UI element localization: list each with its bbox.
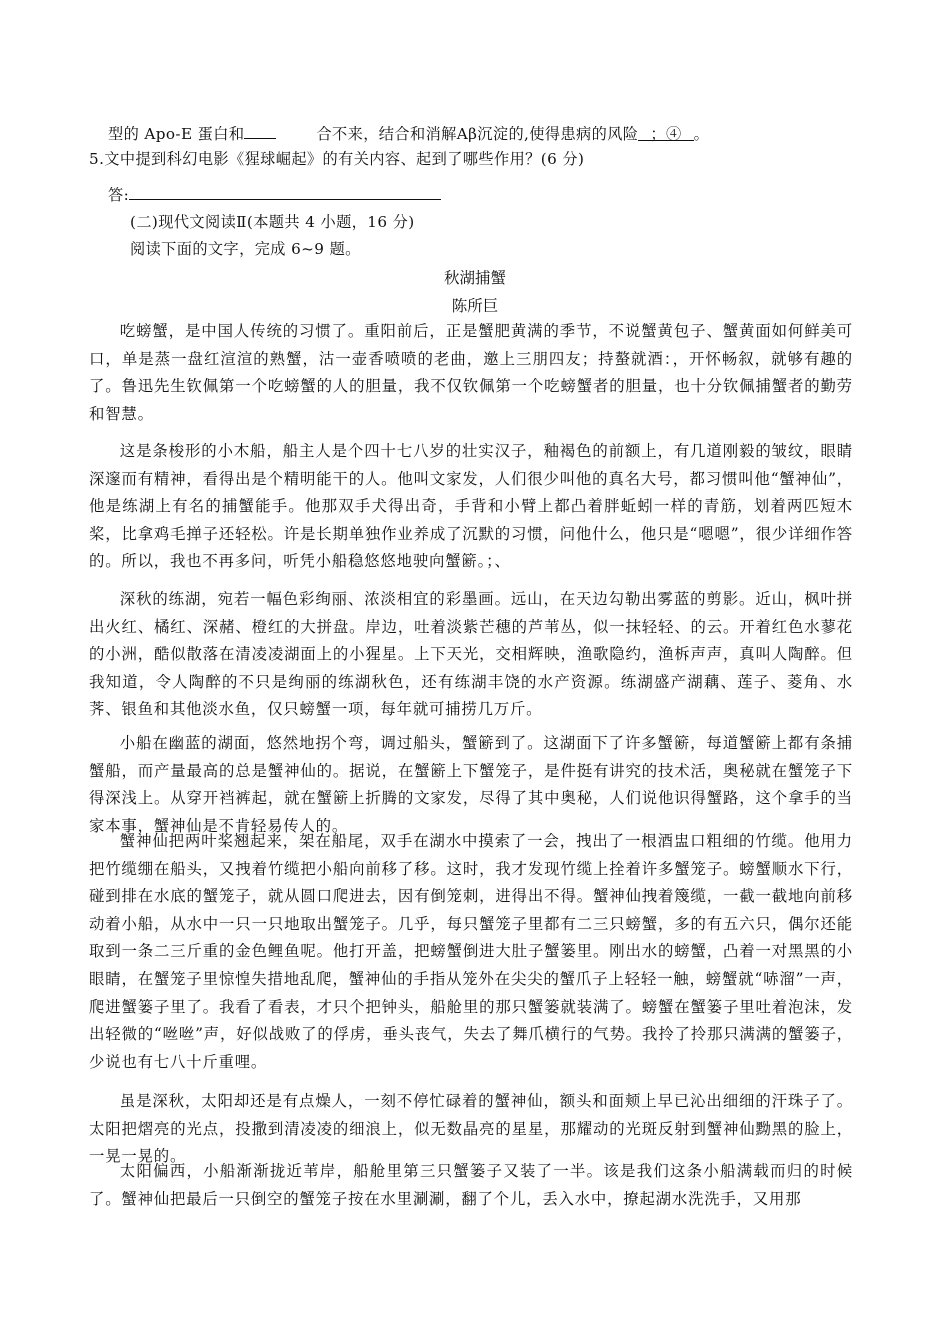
q4-blank-4-text: ；④ <box>650 125 682 143</box>
article-author: 陈所巨 <box>451 297 499 315</box>
q4-text-part1: 型的 Apo-E 蛋白和 <box>108 125 245 143</box>
paragraph-7: 太阳偏西，小船渐渐拢近苇岸，船舱里第三只蟹篓子又装了一半。该是我们这条小船满载而归的时候了。蟹神仙把最后一只倒空的蟹笼子按在水里涮涮，翻了个儿，丢入水中，撩起湖水洗洗手，又用那 <box>89 1162 853 1208</box>
q5-answer-line <box>108 183 888 205</box>
paragraph-3: 深秋的练湖，宛若一幅色彩绚丽、浓淡相宜的彩墨画。远山，在天边勾勒出雾蓝的剪影。近山，枫叶拼出火红、橘红、深赭、橙红的大拼盘。岸边，吐着淡紫芒穗的芦苇丛，似一抹轻轻、的云。开着红色水蓼花的小洲，酷似散落在清凌凌湖面上的小猩星。上下天光，交相辉映，渔歌隐约，渔柝声声，真叫人陶醉。但我知道，令人陶醉的不只是绚丽的练湖秋色，还有练湖丰饶的水产资源。练湖盛产湖藕、莲子、菱角、水荠、银鱼和其他淡水鱼，仅只螃蟹一项，每年就可捕捞几万斤。 <box>89 590 853 719</box>
answer-label: 答: <box>108 186 130 204</box>
paragraph-4: 小船在幽蓝的湖面，悠然地拐个弯，调过船头，蟹簖到了。这湖面下了许多蟹簖，每道蟹簖上都有条捕蟹船，而产量最高的总是蟹神仙的。据说，在蟹簖上下蟹笼子，是件挺有讲究的技术活，奥秘就在蟹笼子下得深浅上。从穿开裆裤起，就在蟹簖上折腾的文家发，尽得了其中奥秘，人们说他识得蟹路，这个拿手的当家本事，蟹神仙是不肯轻易传人的。 <box>89 734 853 835</box>
paragraph-6: 虽是深秋，太阳却还是有点燥人，一刻不停忙碌着的蟹神仙，额头和面颊上早已沁出细细的汗珠子了。太阳把熠亮的光点，投撒到清凌凌的细浪上，似无数晶亮的星星，那耀动的光斑反射到蟹神仙黝黑的脸上，一晃一晃的。 <box>89 1092 853 1166</box>
section-instruction: 阅读下面的文字，完成 6~9 题。 <box>130 240 361 258</box>
q4-answer-tail <box>108 122 888 144</box>
paragraph-5: 蟹神仙把两叶桨翘起来，架在船尾，双手在湖水中摸索了一会，拽出了一根酒盅口粗细的竹缆。他用力把竹缆绷在船头，又拽着竹缆把小船向前移了移。这时，我才发现竹缆上拴着许多蟹笼子。螃蟹顺水下行，碰到排在水底的蟹笼子，就从圆口爬进去，因有倒笼刺，进得出不得。蟹神仙拽着篾缆，一截一截地向前移动着小船，从水中一只一只地取出蟹笼子。几乎，每只蟹笼子里都有二三只螃蟹，多的有五六只，偶尔还能取到一条二三斤重的金色鲤鱼呢。他打开盖，把螃蟹倒进大肚子蟹篓里。刚出水的螃蟹，凸着一对黑黑的小眼睛，在蟹笼子里惊惶失措地乱爬，蟹神仙的手指从笼外在尖尖的蟹爪子上轻轻一触，螃蟹就“哧溜”一声，爬进蟹篓子里了。我看了看表，才只个把钟头，船舱里的那只蟹篓就装满了。螃蟹在蟹篓子里吐着泡沫，发出轻微的“咝咝”声，好似战败了的俘虏，垂头丧气，失去了舞爪横行的气势。我拎了拎那只满满的蟹篓子，少说也有七八十斤重哩。 <box>89 832 853 1071</box>
question-5: 5.文中提到科幻电影《猩球崛起》的有关内容、起到了哪些作用？(6 分) <box>89 150 585 168</box>
q4-text-end: 。 <box>693 125 710 143</box>
q4-blank-3 <box>244 122 276 139</box>
article-title: 秋湖捕蟹 <box>443 269 506 287</box>
q4-blank-4 <box>638 124 693 141</box>
section-heading: (二)现代文阅读Ⅱ(本题共 4 小题，16 分) <box>130 213 415 231</box>
q4-text-part2: 合不来，结合和消解Aβ沉淀的,使得患病的风险 <box>316 125 639 143</box>
answer-blank[interactable] <box>129 183 441 200</box>
paragraph-2: 这是条梭形的小木船，船主人是个四十七八岁的壮实汉子，釉褐色的前额上，有几道刚毅的皱纹，眼睛深邃而有精神，看得出是个精明能干的人。他叫文家发，人们很少叫他的真名大号，都习惯叫他“蟹神仙”，他是练湖上有名的捕蟹能手。他那双手犬得出奇，手背和小臂上都凸着胖蚯蚓一样的青筋，划着两匹短木桨，比拿鸡毛掸子还轻松。许是长期单独作业养成了沉默的习惯，问他什么，他只是“嗯嗯”，很少详细作答的。所以，我也不再多问，听凭小船稳悠悠地驶向蟹簖。；、 <box>89 442 853 571</box>
paragraph-1: 吃螃蟹，是中国人传统的习惯了。重阳前后，正是蟹肥黄满的季节，不说蟹黄包子、蟹黄面如何鲜美可口，单是蒸一盘红渲渲的熟蟹，沽一壶香喷喷的老曲，邀上三朋四友；持螯就酒：，开怀畅叙，就够有趣的了。鲁迅先生钦佩第一个吃螃蟹的人的胆量，我不仅钦佩第一个吃螃蟹者的胆量，也十分钦佩捕蟹者的勤劳和智慧。 <box>89 322 853 423</box>
